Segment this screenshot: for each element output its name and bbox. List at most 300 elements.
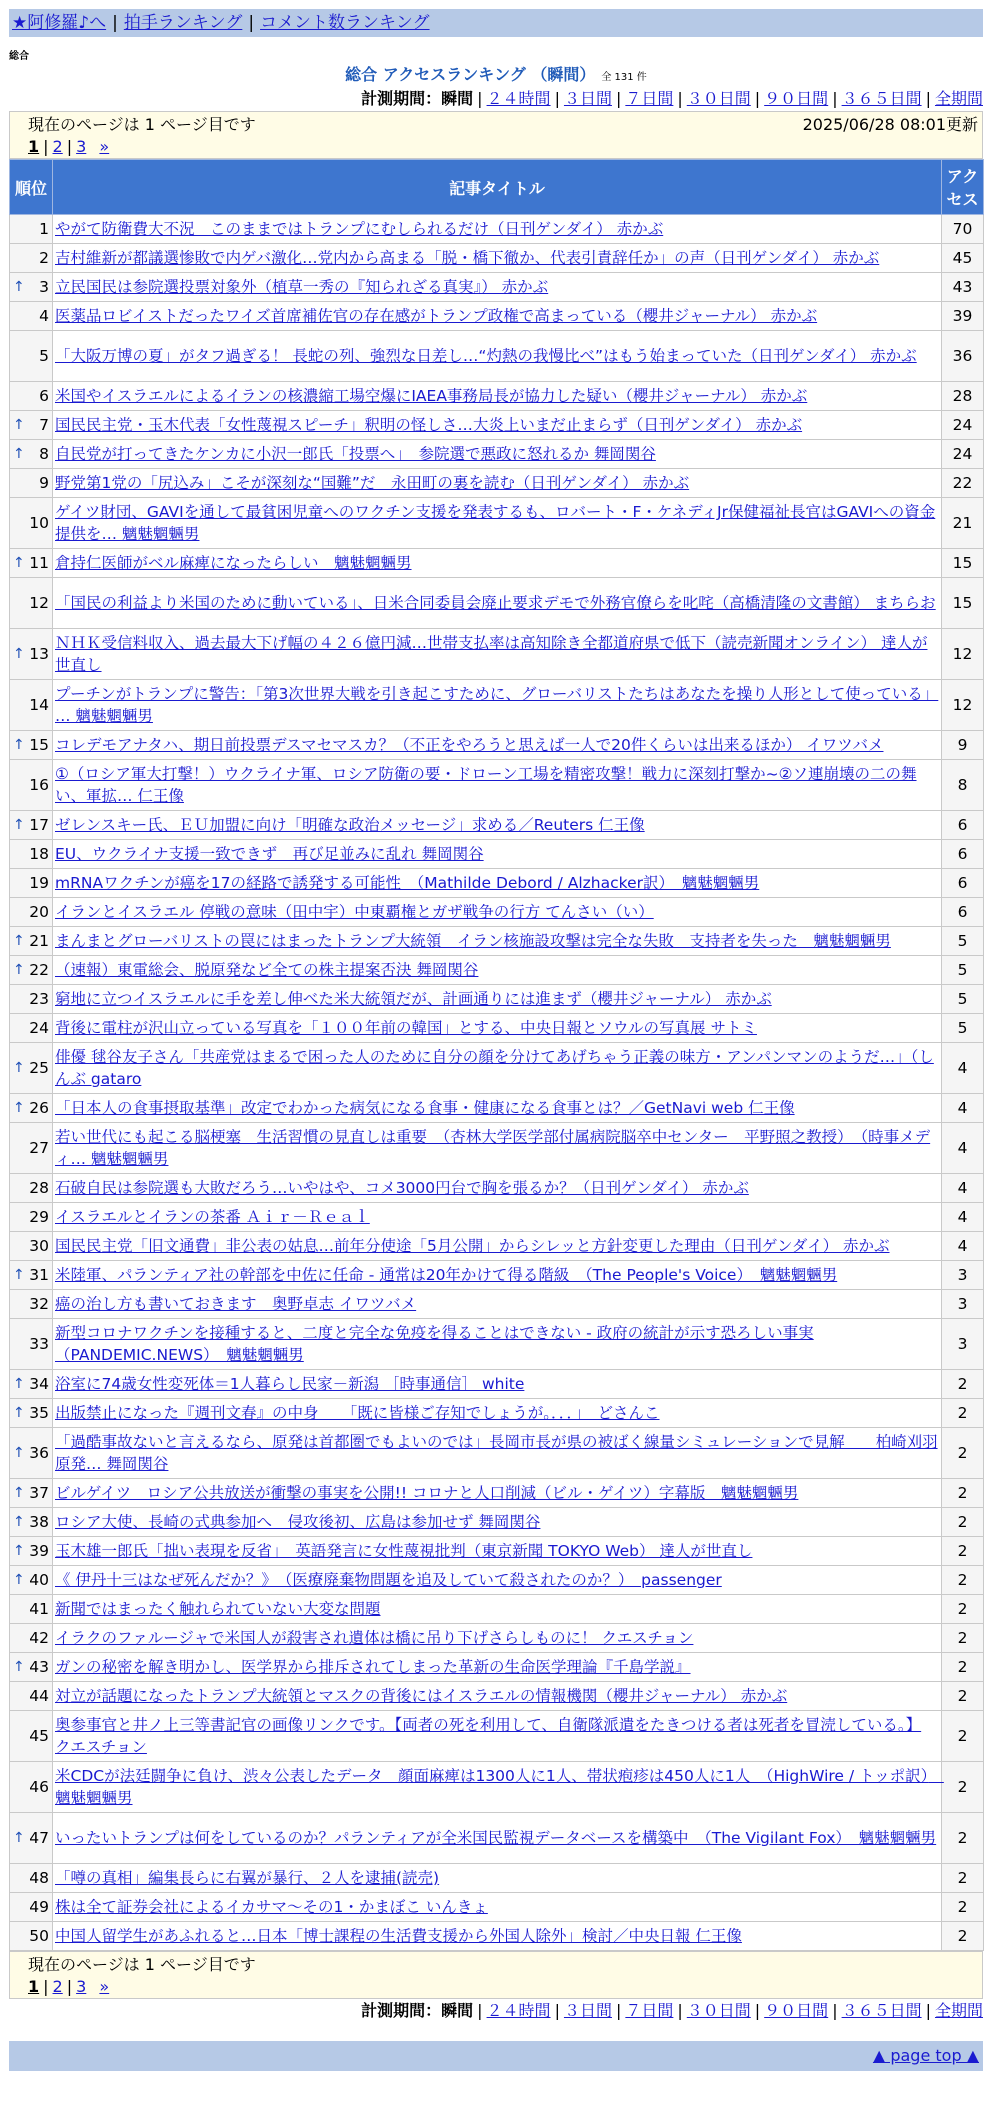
rank-number: 1 [39,220,49,238]
article-link[interactable]: 窮地に立つイスラエルに手を差し伸べた米大統領だが、計画通りには進まず（櫻井ジャーナル） 赤かぶ [55,990,772,1008]
access-count: 2 [942,1479,984,1508]
article-link[interactable]: 石破自民は参院選も大敗だろう…いやはや、コメ3000円台で胸を張るか？（日刊ゲンダイ） 赤かぶ [55,1179,749,1197]
rank-cell [10,1203,53,1232]
period-option[interactable]: ３０日間 [686,89,751,108]
table-row [10,1624,984,1653]
table-row [10,1174,984,1203]
period-option[interactable]: ２４時間 [486,2001,551,2020]
access-count: 3 [942,1319,984,1370]
page-link-current: 1 [28,1977,40,1996]
article-link[interactable]: 背後に電柱が沢山立っている写真を「１００年前の韓国」とする、中央日報とソウルの写真展 サトミ [55,1019,757,1037]
access-count: 4 [942,1203,984,1232]
rank-number: 48 [29,1869,49,1887]
rank-number: 15 [29,736,49,754]
rank-number: 30 [29,1237,49,1255]
next-page-link[interactable]: » [99,137,110,156]
table-row [10,1566,984,1595]
access-count: 6 [942,840,984,869]
rank-number: 25 [29,1059,49,1077]
title-cell [53,331,942,382]
access-count: 5 [942,927,984,956]
article-link[interactable]: 若い世代にも起こる脳梗塞 生活習慣の見直しは重要 （杏林大学医学部付属病院脳卒中センター 平野照之教授） （時事メディ… 魑魅魍魎男 [55,1128,931,1168]
rank-up-icon: ↑ [13,555,25,571]
table-row [10,731,984,760]
rank-cell [10,898,53,927]
table-row [10,898,984,927]
period-current: 瞬間 [441,2001,474,2020]
rank-up-icon: ↑ [13,1267,25,1283]
rank-cell [10,1864,53,1893]
rank-number: 37 [29,1484,49,1502]
article-link[interactable]: ビルゲイツ ロシア公共放送が衝撃の事実を公開!! コロナと人口削減（ビル・ゲイツ）字幕版 魑魅魍魎男 [55,1484,799,1502]
article-link[interactable]: ゼレンスキー氏、ＥＵ加盟に向け「明確な政治メッセージ」求める／Reuters 仁王像 [55,816,645,834]
rank-cell [10,331,53,382]
page-link[interactable]: 2 [52,137,63,156]
updated-time: 2025/06/28 08:01更新 [802,115,978,134]
title-cell [53,1566,942,1595]
page-sep: | [43,137,49,156]
rank-cell [10,1508,53,1537]
period-label: 計測期間： [361,89,442,108]
nav-sep: | [248,13,255,33]
table-row [10,1537,984,1566]
table-row [10,811,984,840]
article-link[interactable]: 「過酷事故ないと言えるなら、原発は首都圏でもよいのでは」長岡市長が県の被ばく線量シミュレーションで見解 柏崎刈羽原発… 舞岡関谷 [55,1433,938,1473]
access-count: 2 [942,1595,984,1624]
article-link[interactable]: EU、ウクライナ支援一致できず 再び足並みに乱れ 舞岡関谷 [55,845,484,863]
rank-cell [10,1370,53,1399]
title-cell [53,840,942,869]
rank-number: 18 [29,845,49,863]
pager-status [28,114,978,136]
table-row [10,331,984,382]
rank-cell [10,1711,53,1762]
table-row [10,760,984,811]
period-selector [9,87,983,111]
title-cell [53,549,942,578]
period-sep: | [615,89,622,108]
rank-number: 46 [29,1778,49,1796]
rank-cell [10,760,53,811]
rank-cell [10,1043,53,1094]
rank-up-icon: ↑ [13,1485,25,1501]
rank-number: 27 [29,1139,49,1157]
article-link[interactable]: 自民党が打ってきたケンカに小沢一郎氏「投票へ」 参院選で悪政に怒れるか 舞岡関谷 [55,445,656,463]
article-link[interactable]: いったいトランプは何をしているのか？パランティアが全米国民監視データベースを構築中 （The Vigilant Fox） 魑魅魍魎男 [55,1829,937,1847]
table-row [10,1232,984,1261]
period-sep: | [832,2001,838,2020]
period-sep: | [477,2001,483,2020]
title-cell [53,1508,942,1537]
article-link[interactable]: 米国やイスラエルによるイランの核濃縮工場空爆にIAEA事務局長が協力した疑い（櫻井ジャーナル） 赤かぶ [55,387,808,405]
table-row [10,1370,984,1399]
page-wrapper [9,9,983,2071]
pager [9,111,983,159]
rank-cell [10,1261,53,1290]
article-link[interactable]: 浴室に74歳女性変死体＝1人暮らし民家－新潟 ［時事通信］ white [55,1375,525,1393]
rank-cell [10,1813,53,1864]
rank-number: 34 [29,1375,49,1393]
period-sep: | [677,2001,683,2020]
table-row [10,680,984,731]
period-option[interactable]: 全期間 [934,2001,983,2020]
article-link[interactable]: ロシア大使、長崎の式典参加へ 侵攻後初、広島は参加せず 舞岡関谷 [55,1513,541,1531]
table-row [10,273,984,302]
rank-up-icon: ↑ [13,446,25,462]
rank-cell [10,1290,53,1319]
period-option[interactable]: ９０日間 [764,2001,829,2020]
table-row [10,1595,984,1624]
rank-cell [10,680,53,731]
title-cell [53,1043,942,1094]
table-row [10,1653,984,1682]
rank-number: 2 [39,249,49,267]
access-count: 5 [942,1014,984,1043]
article-link[interactable]: 「国民の利益より米国のために動いている」、日米合同委員会廃止要求デモで外務官僚らを叱咤（高橋清隆の文書館） まちらお [55,594,936,612]
period-option[interactable]: ３６５日間 [841,89,922,108]
access-count: 24 [942,440,984,469]
table-row [10,629,984,680]
access-count: 6 [942,898,984,927]
period-option[interactable]: ７日間 [625,89,674,108]
access-count: 43 [942,273,984,302]
table-row [10,1428,984,1479]
rank-up-icon: ↑ [13,1543,25,1559]
article-link[interactable]: イスラエルとイランの茶番 Ａｉｒ－Ｒｅａｌ [55,1208,370,1226]
rank-cell [10,1232,53,1261]
access-count: 8 [942,760,984,811]
article-link[interactable]: 玉木雄一郎氏「拙い表現を反省」 英語発言に女性蔑視批判（東京新聞 TOKYO Web） 達人が世直し [55,1542,753,1560]
article-link[interactable]: ①（ロシア軍大打撃！）ウクライナ軍、ロシア防衛の要・ドローン工場を精密攻撃！戦力に深刻打撃か~②ソ連崩壊の二の舞い、軍拡… 仁王像 [55,765,917,805]
title-cell [53,273,942,302]
table-row [10,498,984,549]
rank-number: 19 [29,874,49,892]
page-link[interactable]: 3 [76,1977,87,1996]
title-cell [53,1893,942,1922]
rank-number: 22 [29,961,49,979]
title-cell [53,244,942,273]
access-count: 2 [942,1762,984,1813]
section-label: 総合 [9,51,29,62]
rank-up-icon: ↑ [13,279,25,295]
article-link[interactable]: イラクのファルージャで米国人が殺害され遺体は橋に吊り下げさらしものに！ クエスチョン [55,1629,694,1647]
access-count: 28 [942,382,984,411]
article-link[interactable]: 米陸軍、パランティア社の幹部を中佐に任命 - 通常は20年かけて得る階級 （The People's Voice） 魑魅魍魎男 [55,1266,838,1284]
rank-cell [10,549,53,578]
article-link[interactable]: 対立が話題になったトランプ大統領とマスクの背後にはイスラエルの情報機関（櫻井ジャーナル） 赤かぶ [55,1687,788,1705]
comment-ranking-link[interactable]: コメント数ランキング [260,13,430,33]
title-cell [53,1711,942,1762]
rank-up-icon: ↑ [13,1376,25,1392]
title-cell [53,1261,942,1290]
article-link[interactable]: 国民民主党・玉木代表「女性蔑視スピーチ」釈明の怪しさ…大炎上いまだ止まらず（日刊ゲンダイ） 赤かぶ [55,416,803,434]
table-row [10,1290,984,1319]
table-row [10,302,984,331]
title-cell [53,1232,942,1261]
rank-number: 33 [29,1335,49,1353]
table-row [10,244,984,273]
title-cell [53,1370,942,1399]
page-links [28,1976,978,1998]
rank-number: 8 [39,445,49,463]
page-links [28,136,978,158]
table-row [10,869,984,898]
access-count: 2 [942,1813,984,1864]
rank-header: 順位 [10,160,53,215]
period-option[interactable]: ３０日間 [686,2001,751,2020]
access-count: 36 [942,331,984,382]
access-count: 4 [942,1094,984,1123]
table-row [10,1479,984,1508]
period-sep: | [925,2001,931,2020]
table-row [10,1762,984,1813]
rank-number: 12 [29,594,49,612]
period-option[interactable]: 全期間 [934,89,983,108]
article-link[interactable]: 出版禁止になった『週刊文春』の中身 「既に皆様ご存知でしょうが。．．．」 どさんこ [55,1404,660,1422]
rank-number: 40 [29,1571,49,1589]
access-count: 4 [942,1123,984,1174]
title-cell [53,1428,942,1479]
access-count: 2 [942,1893,984,1922]
title-cell [53,1624,942,1653]
title-cell [53,498,942,549]
table-row [10,927,984,956]
article-link[interactable]: 立民国民は参院選投票対象外（植草一秀の『知られざる真実』） 赤かぶ [55,278,549,296]
table-row [10,840,984,869]
access-count: 2 [942,1922,984,1951]
rank-number: 23 [29,990,49,1008]
access-count: 2 [942,1508,984,1537]
rank-cell [10,1014,53,1043]
rank-cell [10,440,53,469]
rank-up-icon: ↑ [13,817,25,833]
article-link[interactable]: 新型コロナワクチンを接種すると、二度と完全な免疫を得ることはできない - 政府の統計が示す恐ろしい事実（PANDEMIC.NEWS） 魑魅魍魎男 [55,1324,814,1364]
article-link[interactable]: 中国人留学生があふれると…日本「博士課程の生活費支援から外国人除外」検討／中央日報 仁王像 [55,1927,742,1945]
title-cell [53,811,942,840]
rank-number: 43 [29,1658,49,1676]
title-header: 記事タイトル [53,160,942,215]
period-selector [9,1999,983,2023]
access-count: 15 [942,549,984,578]
table-row [10,1043,984,1094]
next-page-link[interactable]: » [99,1977,110,1996]
access-count: 4 [942,1232,984,1261]
access-count: 2 [942,1370,984,1399]
rank-cell [10,1094,53,1123]
article-link[interactable]: 株は全て証券会社によるイカサマ～その1・かまぼこ いんきょ [55,1898,488,1916]
rank-number: 17 [29,816,49,834]
rank-up-icon: ↑ [13,962,25,978]
article-link[interactable]: 「日本人の食事摂取基準」改定でわかった病気になる食事・健康になる食事とは？／GetNavi web 仁王像 [55,1099,795,1117]
title-cell [53,869,942,898]
access-count: 2 [942,1399,984,1428]
article-link[interactable]: 奥参事官と井ノ上三等書記官の画像リンクです。【両者の死を利用して、自衛隊派遣をたきつける者は死者を冒涜している。】 クエスチョン [55,1716,922,1756]
title-cell [53,898,942,927]
title-cell [53,1813,942,1864]
period-sep: | [754,2001,761,2020]
article-link[interactable]: 米CDCが法廷闘争に負け、渋々公表したデータ 顔面麻痺は1300人に1人、帯状疱疹は450人に1人 （HighWire / トッポ訳） 魑魅魍魎男 [55,1767,944,1807]
title-cell [53,578,942,629]
rank-cell [10,927,53,956]
rank-up-icon: ↑ [13,1514,25,1530]
access-count: 22 [942,469,984,498]
rank-cell [10,840,53,869]
period-option[interactable]: ３６５日間 [841,2001,922,2020]
rank-number: 10 [29,514,49,532]
period-option[interactable]: ３日間 [563,89,612,108]
article-link[interactable]: プーチンがトランプに警告：「第3次世界大戦を引き起こすために、グローバリストたちはあなたを操り人形として使っている」 … 魑魅魍魎男 [55,685,939,725]
rank-number: 28 [29,1179,49,1197]
access-count: 2 [942,1537,984,1566]
page-sep: | [66,137,73,156]
rank-number: 11 [29,554,49,572]
page-top-link[interactable]: ▲ page top ▲ [872,2046,979,2065]
rank-cell [10,811,53,840]
table-row [10,1399,984,1428]
access-count: 24 [942,411,984,440]
table-row [10,1014,984,1043]
footer-bar [9,2041,983,2071]
top-nav [9,9,983,37]
title-cell [53,985,942,1014]
rank-number: 13 [29,645,49,663]
article-link[interactable]: 吉村維新が都議選惨敗で内ゲバ激化…党内から高まる「脱・橋下徹か、代表引責辞任か」の声（日刊ゲンダイ） 赤かぶ [55,249,880,267]
table-row [10,411,984,440]
article-link[interactable]: まんまとグローバリストの罠にはまったトランプ大統領 イラン核施設攻撃は完全な失敗 支持者を失った 魑魅魍魎男 [55,932,891,950]
rank-cell [10,1479,53,1508]
article-link[interactable]: 新聞ではまったく触れられていない大変な問題 [55,1600,381,1618]
access-count: 12 [942,629,984,680]
article-link[interactable]: ＮＨＫ受信料収入、過去最大下げ幅の４２６億円減…世帯支払率は高知除き全都道府県で低下（読売新聞オンライン） 達人が世直し [55,634,928,674]
article-link[interactable]: 《 伊丹十三はなぜ死んだか？》 （医療廃棄物問題を追及していて殺されたのか？） passenger [55,1571,722,1589]
title-cell [53,302,942,331]
pager-status [28,1954,978,1976]
table-row [10,469,984,498]
article-link[interactable]: コレデモアナタハ、期日前投票デスマセマスカ？（不正をやろうと思えば一人で20件くらいは出来るほか） イワツバメ [55,736,884,754]
rank-cell [10,578,53,629]
article-link[interactable]: 俳優 毬谷友子さん「共産党はまるで困った人のために自分の顔を分けてあげちゃう正義の味方・アンパンマンのようだ…」（しんぶ gataro [55,1048,934,1088]
page-sep [90,1977,95,1996]
rank-cell [10,1682,53,1711]
article-link[interactable]: イランとイスラエル 停戦の意味（田中宇）中東覇権とガザ戦争の行方 てんさい（い） [55,903,654,921]
article-link[interactable]: （速報）東電総会、脱原発など全ての株主提案否決 舞岡関谷 [55,961,479,979]
table-row [10,1922,984,1951]
ranking-heading [9,63,983,87]
access-count: 6 [942,869,984,898]
access-count: 39 [942,302,984,331]
title-cell [53,1399,942,1428]
article-link[interactable]: ガンの秘密を解き明かし、医学界から排斥されてしまった革新の生命医学理論『千島学説』 [55,1658,691,1676]
article-link[interactable]: 癌の治し方も書いておきます 奥野卓志 イワツバメ [55,1295,417,1313]
title-cell [53,1203,942,1232]
rank-number: 26 [29,1099,49,1117]
rank-cell [10,302,53,331]
access-count: 2 [942,1864,984,1893]
access-count: 2 [942,1566,984,1595]
access-count: 5 [942,985,984,1014]
title-cell [53,1123,942,1174]
table-row [10,1094,984,1123]
rank-cell [10,1922,53,1951]
access-count: 21 [942,498,984,549]
rank-number: 47 [29,1829,49,1847]
table-row [10,1508,984,1537]
article-link[interactable]: 倉持仁医師がベル麻痺になったらしい 魑魅魍魎男 [55,554,412,572]
rank-cell [10,1123,53,1174]
rank-up-icon: ↑ [13,933,25,949]
table-row [10,549,984,578]
article-link[interactable]: 「大阪万博の夏」がタフ過ぎる！ 長蛇の列、強烈な日差し…“灼熱の我慢比べ”はもう始まっていた（日刊ゲンダイ） 赤かぶ [55,347,917,365]
article-link[interactable]: 国民民主党「旧文通費」非公表の姑息…前年分使途「5月公開」からシレッと方針変更した理由（日刊ゲンダイ） 赤かぶ [55,1237,890,1255]
access-count: 2 [942,1653,984,1682]
title-cell [53,956,942,985]
page-sep: | [66,1977,73,1996]
rank-up-icon: ↑ [13,1100,25,1116]
access-count: 4 [942,1174,984,1203]
page-link[interactable]: 2 [52,1977,63,1996]
rank-number: 41 [29,1600,49,1618]
rank-cell [10,244,53,273]
rank-cell [10,869,53,898]
article-link[interactable]: 「噂の真相」編集長らに右翼が暴行、２人を逮捕(読売) [55,1869,440,1887]
access-count: 2 [942,1711,984,1762]
rank-cell [10,411,53,440]
table-row [10,1319,984,1370]
period-option[interactable]: ７日間 [625,2001,674,2020]
article-link[interactable]: mRNAワクチンが癌を17の経路で誘発する可能性 （Mathilde Debord / Alzhacker訳） 魑魅魍魎男 [55,874,760,892]
article-link[interactable]: ゲイツ財団、GAVIを通して最貧困児童へのワクチン支援を発表するも、ロバート・F・ケネディJr保健福祉長官はGAVIへの資金提供を… 魑魅魍魎男 [55,503,936,543]
rank-cell [10,1762,53,1813]
home-link[interactable]: ★阿修羅♪へ [12,13,107,33]
title-cell [53,1014,942,1043]
pager [9,1951,983,1999]
period-sep: | [832,89,838,108]
period-sep: | [477,89,483,108]
article-link[interactable]: 医薬品ロビイストだったワイズ首席補佐官の存在感がトランプ政権で高まっている（櫻井ジャーナル） 赤かぶ [55,307,818,325]
title-cell [53,1595,942,1624]
current-page-text: 現在のページは 1 ページ目です [28,115,256,134]
title-cell [53,927,942,956]
rank-cell [10,382,53,411]
rank-cell [10,1624,53,1653]
title-cell [53,1864,942,1893]
period-current: 瞬間 [441,89,474,108]
period-option[interactable]: ３日間 [563,2001,612,2020]
access-count: 12 [942,680,984,731]
access-header: アクセス [942,160,984,215]
table-row [10,1203,984,1232]
title-cell [53,731,942,760]
article-link[interactable]: やがて防衛費大不況 このままではトランプにむしられるだけ（日刊ゲンダイ） 赤かぶ [55,220,664,238]
page-link[interactable]: 3 [76,137,87,156]
period-sep: | [554,2001,560,2020]
ranking-table [9,159,984,1951]
period-option[interactable]: ９０日間 [764,89,829,108]
access-count: 45 [942,244,984,273]
rank-cell [10,629,53,680]
access-count: 4 [942,1043,984,1094]
access-count: 9 [942,731,984,760]
article-link[interactable]: 野党第1党の「尻込み」こそが深刻な“国難”だ 永田町の裏を読む（日刊ゲンダイ） 赤かぶ [55,474,690,492]
rank-cell [10,1174,53,1203]
rank-number: 44 [29,1687,49,1705]
title-cell [53,1653,942,1682]
table-row [10,440,984,469]
period-option[interactable]: ２４時間 [486,89,551,108]
clap-ranking-link[interactable]: 拍手ランキング [123,13,243,33]
period-sep: | [554,89,560,108]
access-count: 70 [942,215,984,244]
